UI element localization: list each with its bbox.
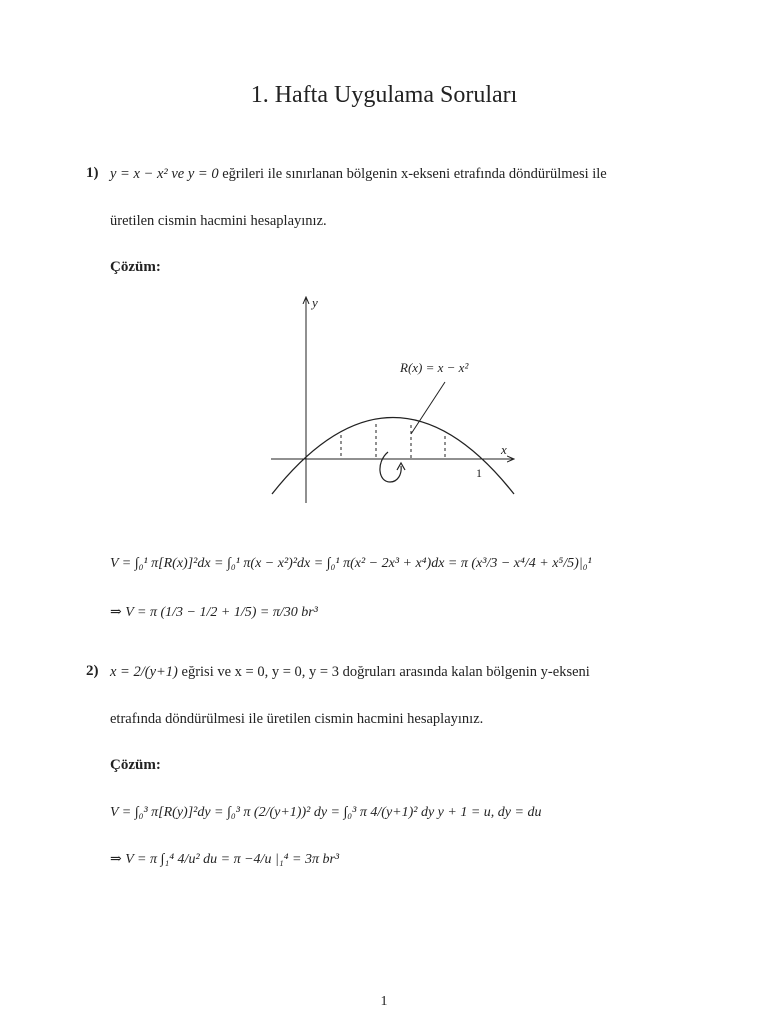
problem-2-line-2: etrafında döndürülmesi ile üretilen cismin hacmini hesaplayınız. — [110, 711, 484, 727]
rotation-arrow-icon — [380, 452, 401, 482]
x-axis-label: x — [501, 442, 507, 457]
curve-label: R(x) = x − x² — [400, 360, 469, 375]
problem-2-formula-1: V = ∫₀³ π[R(y)]²dy = ∫₀³ π (2/(y+1))² dy = ∫₀³ π 4/(y+1)² dy y + 1 = u, dy = du — [110, 805, 542, 820]
problem-1-math: y = x − x² ve y = 0 — [110, 166, 219, 182]
problem-2-math: x = 2/(y+1) — [110, 664, 178, 680]
problem-1-solution-label: Çözüm: — [110, 259, 161, 275]
problem-1-number: 1) — [86, 165, 99, 181]
label-pointer — [411, 382, 445, 434]
parabola-curve — [272, 418, 514, 495]
tick-one-label: 1 — [476, 466, 482, 480]
revolution-figure — [262, 290, 532, 505]
problem-1-line-1 — [110, 166, 607, 183]
problem-1-text: eğrileri ile sınırlanan bölgenin x-ekseni etrafında döndürülmesi ile — [218, 166, 607, 182]
page-number: 1 — [380, 994, 388, 1009]
problem-1-formula-1: V = ∫₀¹ π[R(x)]²dx = ∫₀¹ π(x − x²)²dx = ∫₀¹ π(x² − 2x³ + x⁴)dx = π (x³/3 − x⁴/4 + x⁵/5)|₀¹ — [110, 556, 592, 571]
problem-1-line-2: üretilen cismin hacmini hesaplayınız. — [110, 213, 327, 229]
problem-2-text: eğrisi ve x = 0, y = 0, y = 3 doğruları arasında kalan bölgenin y-ekseni — [177, 664, 590, 680]
page-title: 1. Hafta Uygulama Soruları — [250, 82, 518, 108]
problem-1-formula-2: ⇒ V = π (1/3 − 1/2 + 1/5) = π/30 br³ — [110, 605, 318, 620]
problem-2-formula-2: ⇒ V = π ∫₁⁴ 4/u² du = π −4/u |₁⁴ = 3π br³ — [110, 852, 340, 867]
problem-2-line-1 — [110, 664, 590, 681]
problem-2-solution-label: Çözüm: — [110, 757, 161, 773]
problem-2-number: 2) — [86, 663, 99, 679]
y-axis-label: y — [312, 295, 318, 310]
